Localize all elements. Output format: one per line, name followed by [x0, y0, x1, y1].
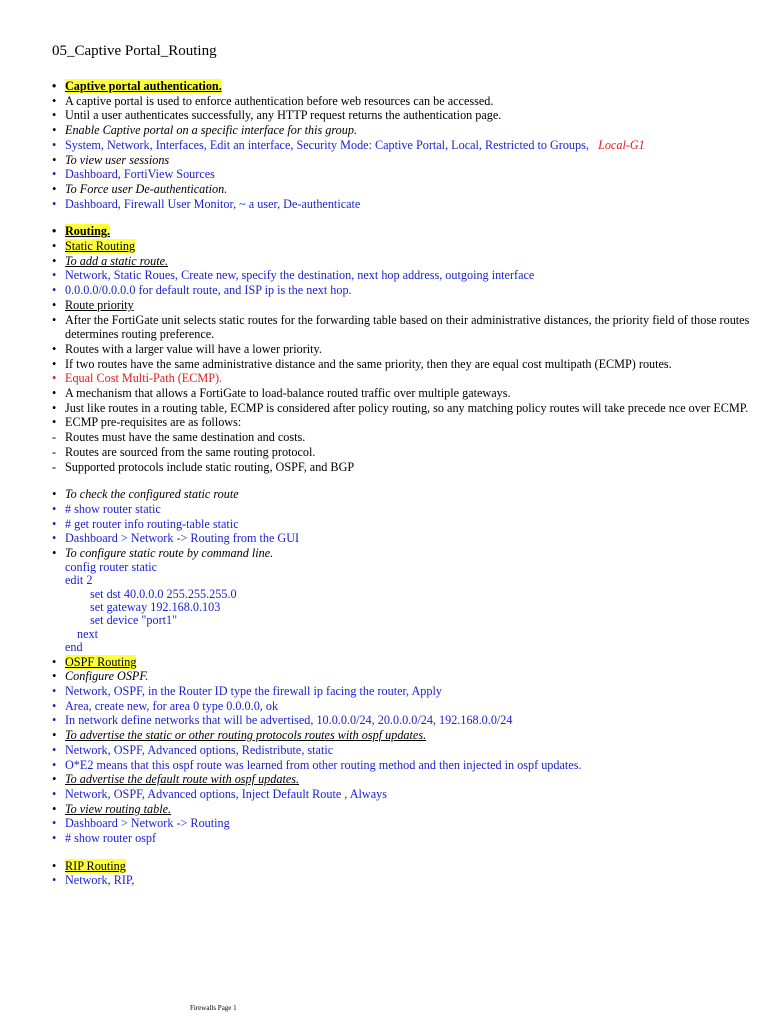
page-footer: Firewalls Page 1: [190, 1004, 237, 1012]
section-heading-ospf: OSPF Routing: [65, 654, 137, 669]
document-body: [52, 79, 762, 888]
list-item: - Routes must have the same destination and costs.: [52, 430, 306, 445]
section-heading-captive-portal: Captive portal authentication.: [65, 79, 222, 93]
list-item: • Dashboard > Network -> Routing: [52, 816, 230, 831]
section-heading-static-routing: Static Routing: [65, 239, 136, 254]
list-item: • Routes with a larger value will have a lower priority.: [52, 341, 322, 356]
code-line: edit 2: [65, 573, 93, 588]
list-item: • Network, Static Roues, Create new, specify the destination, next hop address, outgoing interface: [52, 268, 535, 283]
list-item: • Network, OSPF, Advanced options, Redistribute, static: [52, 742, 334, 757]
list-item: • O*E2 means that this ospf route was learned from other routing method and then injected in ospf updates.: [52, 757, 582, 772]
list-item: • A mechanism that allows a FortiGate to load-balance routed traffic over multiple gateways.: [52, 386, 511, 401]
list-item: • To add a static route.: [52, 253, 169, 268]
list-item: • To view user sessions: [52, 152, 170, 167]
section-heading-routing: Routing.: [65, 224, 111, 239]
code-line: config router static: [65, 559, 158, 574]
list-item: • # get router info routing-table static: [52, 516, 239, 531]
list-item: • Configure OSPF.: [52, 669, 149, 684]
list-item: • Area, create new, for area 0 type 0.0.0.0, ok: [52, 698, 279, 713]
list-item: • Enable Captive portal on a specific interface for this group.: [52, 123, 358, 138]
list-item: • After the FortiGate unit selects static routes for the forwarding table based on their administrative distances, the priority field of those routes determines routing preference.: [52, 312, 750, 342]
list-item: • Dashboard, Firewall User Monitor, ~ a user, De-authenticate: [52, 196, 361, 211]
cli-code-block: [52, 561, 762, 655]
code-line: set dst 40.0.0.0 255.255.255.0: [90, 586, 237, 601]
code-line: set device "port1": [90, 613, 178, 628]
list-item: • Static Routing: [52, 239, 136, 254]
list-item: • To view routing table.: [52, 801, 172, 816]
list-item: • To configure static route by command line.: [52, 546, 274, 561]
list-item: • RIP Routing: [52, 858, 126, 873]
page-title: 05_Captive Portal_Routing: [52, 43, 217, 59]
list-item: • Routing.: [52, 224, 111, 239]
list-item: • Just like routes in a routing table, ECMP is considered after policy routing, so any matching policy routes will take precede nce over ECMP.: [52, 400, 749, 415]
list-item: • # show router ospf: [52, 831, 157, 846]
list-item: • A captive portal is used to enforce authentication before web resources can be accessed.: [52, 93, 494, 108]
list-item: - Routes are sourced from the same routing protocol.: [52, 444, 316, 459]
code-line: next: [77, 626, 98, 641]
list-item: • 0.0.0.0/0.0.0.0 for default route, and ISP ip is the next hop.: [52, 283, 352, 298]
list-item: • To advertise the default route with ospf updates.: [52, 772, 300, 787]
list-item: • Network, OSPF, in the Router ID type the firewall ip facing the router, Apply: [52, 684, 442, 699]
list-item: • ECMP pre-requisites are as follows:: [52, 415, 242, 430]
list-item: - Supported protocols include static routing, OSPF, and BGP: [52, 459, 355, 474]
list-item: • Network, OSPF, Advanced options, Inject Default Route , Always: [52, 786, 387, 801]
section-heading-rip: RIP Routing: [65, 858, 126, 873]
list-item: • OSPF Routing: [52, 654, 137, 669]
list-item: • To check the configured static route: [52, 487, 239, 502]
list-item: • Route priority: [52, 297, 134, 312]
list-item: • To advertise the static or other routing protocols routes with ospf updates.: [52, 728, 427, 743]
list-item: • Until a user authenticates successfully, any HTTP request returns the authentication page.: [52, 108, 502, 123]
list-item: • Network, RIP,: [52, 873, 135, 888]
list-item: • In network define networks that will be advertised, 10.0.0.0/24, 20.0.0.0/24, 192.168.0.0/24: [52, 713, 513, 728]
list-item: • Dashboard, FortiView Sources: [52, 167, 215, 182]
list-item: • # show router static: [52, 501, 161, 516]
list-item: • Captive portal authentication.: [52, 79, 222, 93]
list-item: • System, Network, Interfaces, Edit an interface, Security Mode: Captive Portal, Local, Restricted to Groups, Local-G1: [52, 137, 645, 152]
list-item: • If two routes have the same administrative distance and the same priority, then they are equal cost multipath (ECMP) routes.: [52, 356, 672, 371]
code-line: end: [65, 640, 83, 655]
code-line: set gateway 192.168.0.103: [90, 600, 221, 615]
list-item: • Equal Cost Multi-Path (ECMP).: [52, 371, 223, 386]
list-item: • Dashboard > Network -> Routing from the GUI: [52, 531, 300, 546]
list-item: • To Force user De-authentication.: [52, 181, 228, 196]
